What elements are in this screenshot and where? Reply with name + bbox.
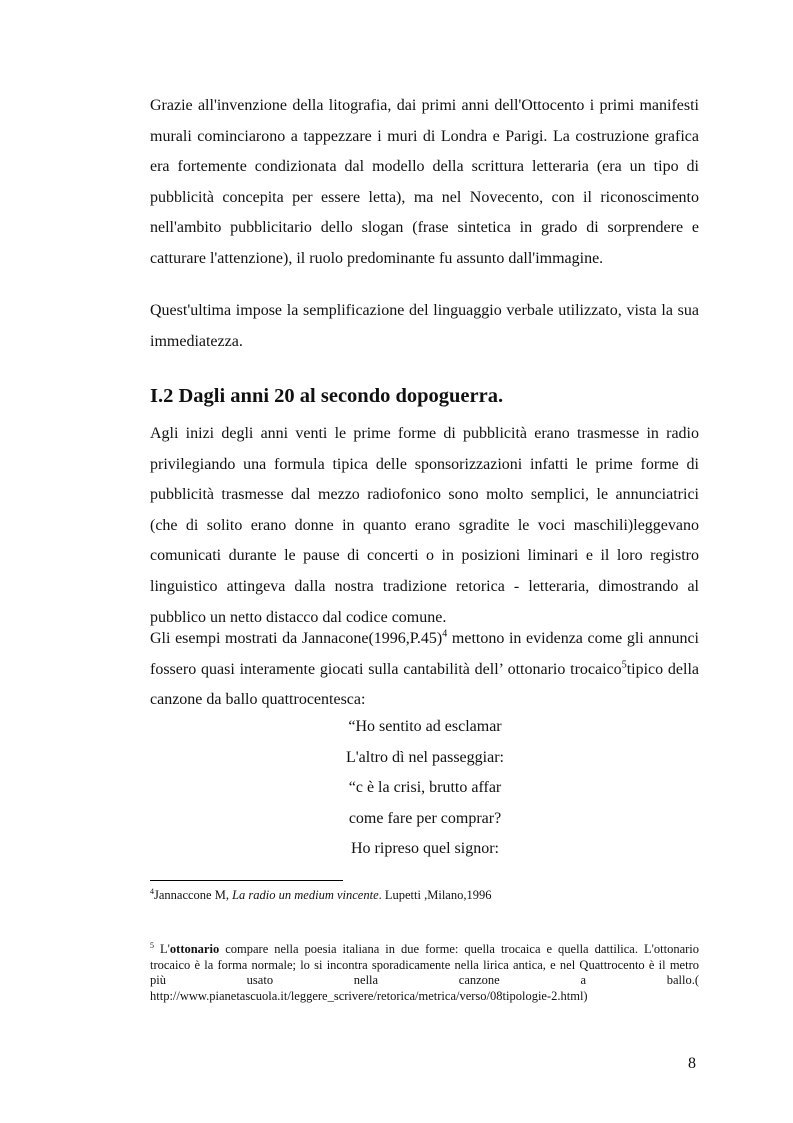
- paragraph-lithography: Grazie all'invenzione della litografia, dai primi anni dell'Ottocento i primi manifesti murali cominciarono a tappezzare i muri di Londra e Parigi. La costruzione grafica era fortemente condizionata dal modello della scrittura letteraria (era un tipo di pubblicità concepita per essere letta), ma nel Novecento, con il riconoscimento nell'ambito pubblicitario dello slogan (frase sintetica in grado di sorprendere e catturare l'attenzione), il ruolo predominante fu assunto dall'immagine.: [150, 97, 699, 267]
- poem-quote: [330, 712, 520, 865]
- poem-line: L'altro dì nel passeggiar:: [346, 748, 504, 766]
- section-heading: I.2 Dagli anni 20 al secondo dopoguerra.: [150, 385, 504, 407]
- paragraph-examples-text-c: tipico della canzone da ballo quattrocentesca:: [150, 660, 700, 709]
- footnote-4-author: Jannaccone M,: [154, 888, 233, 902]
- footnote-reference-5[interactable]: 5: [621, 659, 627, 671]
- footnote-5: [150, 942, 699, 1004]
- footnote-reference-4[interactable]: 4: [442, 628, 448, 640]
- poem-line: “Ho sentito ad esclamar: [348, 718, 502, 735]
- footnote-5-number: 5: [150, 940, 154, 950]
- paragraph-examples-text-b: mettono in evidenza come gli annunci fossero quasi interamente giocati sulla cantabilità dell’ ottonario trocaico: [150, 630, 700, 678]
- paragraph-examples: [150, 624, 699, 716]
- poem-line: come fare per comprar?: [348, 809, 502, 827]
- page-number: 8: [688, 1055, 696, 1072]
- paragraph-simplification: Quest'ultima impose la semplificazione del linguaggio verbale utilizzato, vista la sua immediatezza.: [150, 302, 699, 350]
- footnote-5-text-b: compare nella poesia italiana in due forme: quella trocaica e quella dattilica. L'ottonario trocaico è la forma normale; lo si incontra sporadicamente nella lirica antica, e nel Quattrocento è il metro più usato nella canzone a ballo.( http://www.pianetascuola.it/leggere_scrivere/retorica/metrica/verso/08tipologie-2.html): [150, 942, 700, 1003]
- footnote-4-number: 4: [150, 886, 154, 896]
- paragraph-examples-text-a: Gli esempi mostrati da Jannacone(1996,P.45): [150, 630, 443, 647]
- footnote-4-title: La radio un medium vincente: [232, 888, 379, 902]
- footnote-4-publisher: . Lupetti ,Milano,1996: [378, 888, 492, 902]
- footnote-4: [150, 888, 699, 904]
- poem-line: Ho ripreso quel signor:: [351, 840, 499, 858]
- paragraph-radio-advertising: Agli inizi degli anni venti le prime forme di pubblicità erano trasmesse in radio privilegiando una formula tipica delle sponsorizzazioni infatti le prime forme di pubblicità trasmesse dal mezzo radiofonico sono molto semplici, le annunciatrici (che di solito erano donne in quanto erano sgradite le voci maschili)leggevano comunicati durante le pause di concerti o in posizioni liminari e il loro registro linguistico attingeva dalla nostra tradizione retorica - letteraria, dimostrando al pubblico un netto distacco dal codice comune.: [150, 425, 699, 626]
- poem-line: “c è la crisi, brutto affar: [348, 779, 502, 797]
- footnote-separator: [150, 880, 343, 881]
- footnote-5-term: ottonario: [169, 942, 220, 956]
- footnote-5-text-a: L': [154, 942, 170, 956]
